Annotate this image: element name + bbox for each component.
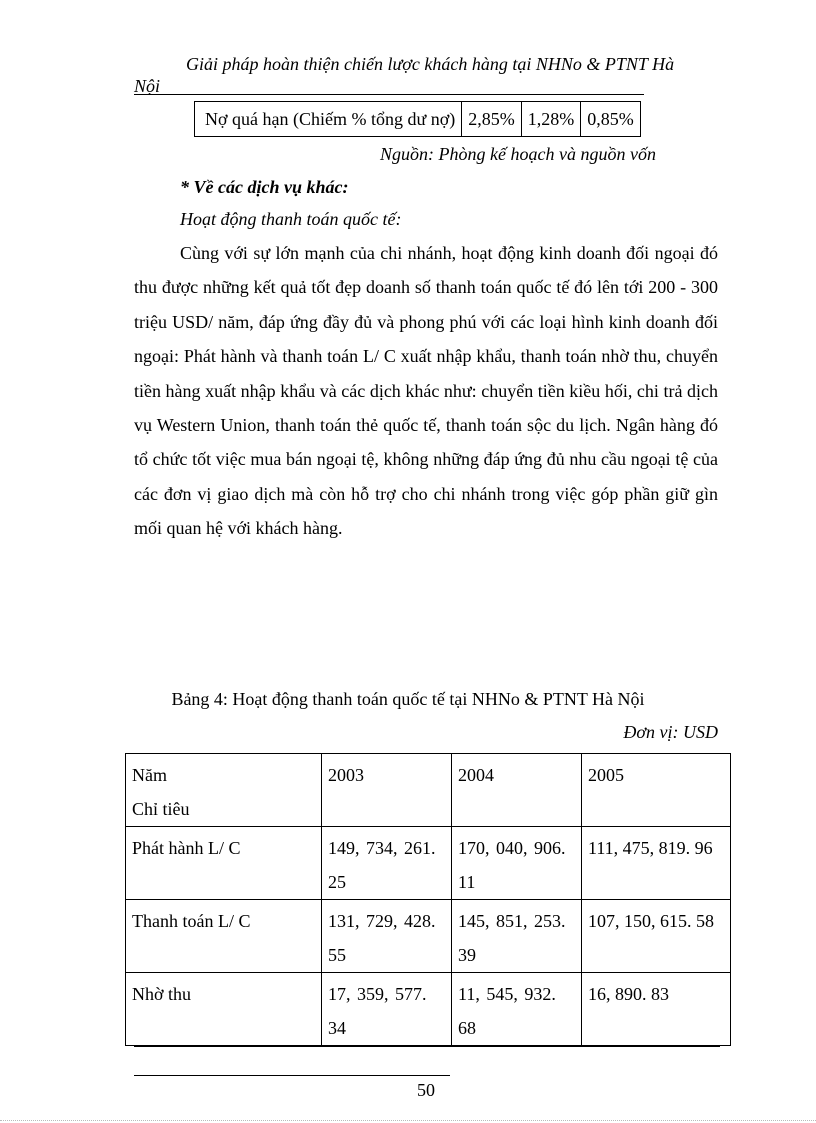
- cell-value-line: 55: [328, 945, 346, 965]
- table-caption: Bảng 4: Hoạt động thanh toán quốc tế tại NHNo & PTNT Hà Nội: [171, 689, 645, 709]
- table-cell: 1,28%: [521, 102, 581, 137]
- cell-value-line: 16, 890. 83: [588, 984, 669, 1004]
- overdue-debt-table: [194, 101, 641, 137]
- cell-value-line: 11, 545, 932.: [458, 984, 556, 1004]
- cell-value-line: 170, 040, 906.: [458, 838, 566, 858]
- cell-value-line: 145, 851, 253.: [458, 911, 566, 931]
- header-indicator-label: Chỉ tiêu: [132, 799, 190, 819]
- header-cell-year: 2003: [322, 754, 452, 827]
- row-label: Nhờ thu: [126, 973, 322, 1046]
- footer-divider-short: [134, 1075, 450, 1076]
- running-header: Giải pháp hoàn thiện chiến lược khách hàng tại NHNo & PTNT Hà: [186, 54, 675, 74]
- cell-value-line: 17, 359, 577.: [328, 984, 427, 1004]
- table-cell: [322, 900, 452, 973]
- footer-divider: [134, 1045, 720, 1047]
- table-row: [126, 827, 731, 900]
- header-year-label: Năm: [132, 765, 167, 785]
- table-cell-label: Nợ quá hạn (Chiếm % tổng dư nợ): [195, 102, 462, 137]
- cell-value-line: 149, 734, 261.: [328, 838, 436, 858]
- international-payment-table: [125, 753, 731, 1046]
- table-cell: [452, 827, 582, 900]
- body-paragraph: Cùng với sự lớn mạnh của chi nhánh, hoạt động kinh doanh đối ngoại đó thu được những kết quả tốt đẹp doanh số thanh toán quốc tế đó lên tới 200 - 300 triệu USD/ năm, đáp ứng đầy đủ và phong phú với các loại hình kinh doanh đối ngoại: Phát hành và thanh toán L/ C xuất nhập khẩu, thanh toán nhờ thu, chuyển tiền hàng xuất nhập khẩu và các dịch khác như: chuyển tiền kiều hối, chi trả dịch vụ Western Union, thanh toán thẻ quốc tế, thanh toán sộc du lịch. Ngân hàng đó tổ chức tốt việc mua bán ngoại tệ, không những đáp ứng đủ nhu cầu ngoại tệ của các đơn vị giao dịch mà còn hỗ trợ cho chi nhánh trong việc góp phần giữ gìn mối quan hệ với khách hàng.: [134, 243, 718, 539]
- table-cell: 0,85%: [581, 102, 641, 137]
- subsection-title: Hoạt động thanh toán quốc tế:: [180, 209, 402, 229]
- header-cell-year: 2004: [452, 754, 582, 827]
- table-row: [126, 973, 731, 1046]
- cell-value-line: 25: [328, 872, 346, 892]
- cell-value-line: 11: [458, 872, 476, 892]
- row-label: Thanh toán L/ C: [126, 900, 322, 973]
- header-cell-year: 2005: [582, 754, 731, 827]
- table-unit: Đơn vị: USD: [623, 722, 718, 742]
- table-row: [126, 900, 731, 973]
- table-cell: [582, 973, 731, 1046]
- table-source-note: Nguồn: Phòng kế hoạch và nguồn vốn: [380, 144, 656, 164]
- cell-value-line: 107, 150, 615. 58: [588, 911, 714, 931]
- table-cell: [322, 973, 452, 1046]
- header-cell-corner: [126, 754, 322, 827]
- section-title: * Về các dịch vụ khác:: [180, 177, 349, 197]
- cell-value-line: 34: [328, 1018, 346, 1038]
- page-edge: [0, 1120, 816, 1121]
- table-cell: 2,85%: [462, 102, 522, 137]
- cell-value-line: 131, 729, 428.: [328, 911, 436, 931]
- table-cell: [452, 973, 582, 1046]
- table-cell: [582, 827, 731, 900]
- running-header-continued: Nội: [134, 76, 161, 96]
- header-divider: [134, 94, 644, 95]
- cell-value-line: 111, 475, 819. 96: [588, 838, 713, 858]
- table-header-row: [126, 754, 731, 827]
- table-cell: [322, 827, 452, 900]
- table-row: [195, 102, 641, 137]
- table-cell: [452, 900, 582, 973]
- page-number: 50: [417, 1080, 435, 1100]
- row-label: Phát hành L/ C: [126, 827, 322, 900]
- cell-value-line: 39: [458, 945, 476, 965]
- table-cell: [582, 900, 731, 973]
- cell-value-line: 68: [458, 1018, 476, 1038]
